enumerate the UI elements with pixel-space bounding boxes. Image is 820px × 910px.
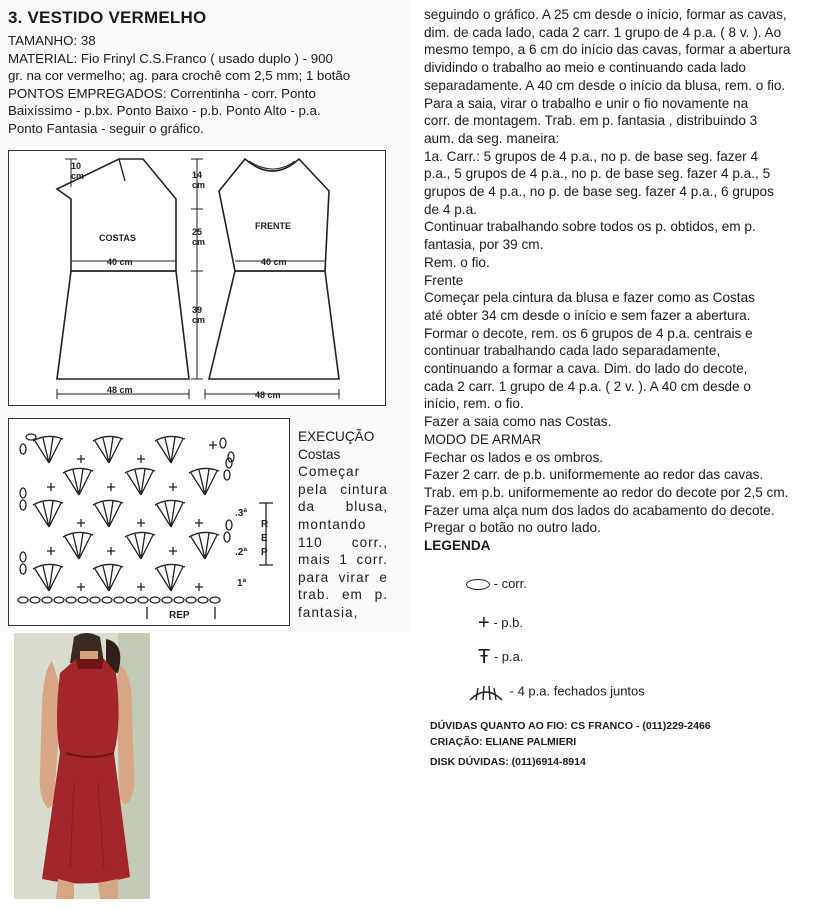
costas-label: COSTAS <box>99 233 136 243</box>
chart-row-3: .3ª <box>235 508 248 519</box>
front-skirt-outline <box>209 271 339 379</box>
text-line: separadamente. A 40 cm desde o início da blusa, rem. o fio. <box>424 77 786 93</box>
execucao-line: pela cintura <box>298 481 388 497</box>
stitches-line-2: Baixíssimo - p.bx. Ponto Baixo - p.b. Ponto Alto - p.a. <box>8 103 321 118</box>
fan-row-1 <box>33 564 185 591</box>
text-line: de 4 p.a. <box>424 201 477 217</box>
text-line: continuar trabalhando cada lado separadamente, <box>424 343 721 359</box>
footer-criacao: CRIAÇÃO: ELIANE PALMIERI <box>430 736 577 748</box>
right-text-column <box>424 6 812 555</box>
legend-heading: LEGENDA <box>424 538 491 554</box>
text-line: dim. de cada lado, cada 2 carr. 1 grupo de 4 p.a. ( 8 v. ). Ao <box>424 24 782 40</box>
measure-25: 25 <box>192 227 203 237</box>
text-line: Para a saia, virar o trabalho e unir o fio novamente na <box>424 95 749 111</box>
execucao-line: mais 1 corr. <box>298 552 388 568</box>
text-line: grupos de 4 p.a., no p. de base seg. fazer 4 p.a., 6 grupos <box>424 184 774 200</box>
text-line: Rem. o fio. <box>424 254 490 270</box>
material-line-1: MATERIAL: Fio Frinyl C.S.Franco ( usado duplo ) - 900 <box>8 50 333 66</box>
fan-row-5 <box>33 436 185 463</box>
fan-row-4 <box>63 468 219 495</box>
text-line: Começar pela cintura da blusa e fazer como as Costas <box>424 290 755 306</box>
legend-pb-label: - p.b. <box>493 614 523 630</box>
stitches-line-1: PONTOS EMPREGADOS: Correntinha - corr. Ponto <box>8 85 316 101</box>
execucao-column <box>298 428 388 622</box>
execucao-line: da blusa, <box>298 499 388 515</box>
frente-label: FRENTE <box>255 221 291 231</box>
text-line: aum. da seg. maneira: <box>424 130 560 146</box>
front-width-40: 40 cm <box>261 257 287 267</box>
material-line-2: gr. na cor vermelho; ag. para crochê com 2,5 mm; 1 botão <box>8 68 351 83</box>
stitch-chart <box>9 419 289 625</box>
back-skirt-outline <box>57 271 189 379</box>
pattern-title: 3. VESTIDO VERMELHO <box>8 8 207 27</box>
chain-icon <box>466 579 490 590</box>
cluster-icon <box>466 682 506 702</box>
schematic-box <box>8 150 386 406</box>
footer-disk-duvidas: DISK DÚVIDAS: (011)6914-8914 <box>430 756 586 768</box>
rep-bottom-label: REP <box>169 610 190 621</box>
text-line: início, rem. o fio. <box>424 396 524 412</box>
measure-39: 39 <box>192 305 203 315</box>
text-line: Pregar o botão no outro lado. <box>424 520 601 536</box>
legend-corr-label: - corr. <box>493 576 527 591</box>
front-width-48: 48 cm <box>255 390 281 400</box>
rep-letter-p: P <box>261 547 268 558</box>
text-line: Fechar os lados e os ombros. <box>424 449 604 465</box>
text-line: seguindo o gráfico. A 25 cm desde o início, formar as cavas, <box>424 7 787 22</box>
sc-crosses <box>47 441 217 591</box>
text-line: Continuar trabalhando sobre todos os p. obtidos, em p. <box>424 219 756 235</box>
text-line: mesmo tempo, a 6 cm do início das cavas, formar a abertura <box>424 42 791 58</box>
dress-photo <box>14 633 150 899</box>
execucao-heading: EXECUÇÃO <box>298 429 375 444</box>
rep-letter-e: E <box>261 533 268 544</box>
chart-row-1: 1ª <box>237 578 247 589</box>
measure-10-cm: cm <box>71 171 85 181</box>
fan-row-3 <box>33 500 185 527</box>
back-width-40: 40 cm <box>107 257 133 267</box>
chart-row-2: .2ª <box>235 547 248 558</box>
intro-block <box>8 32 388 137</box>
measure-39-cm: cm <box>192 315 206 325</box>
size-line: TAMANHO: 38 <box>8 33 96 48</box>
execucao-line: fantasia, <box>298 604 359 620</box>
foundation-chain <box>18 597 220 603</box>
text-line: Trab. em p.b. uniformemente ao redor do decote por 2,5 cm. <box>424 484 789 500</box>
execucao-line: 110 corr., <box>298 534 388 550</box>
text-line: cada 2 carr. 1 grupo de 4 p.a. ( 2 v. ). A 40 cm desde o <box>424 378 751 394</box>
execucao-line: para virar e <box>298 569 388 585</box>
measure-10: 10 <box>71 161 82 171</box>
dress-photo-drawing <box>14 633 150 899</box>
schematic-drawing <box>9 151 385 405</box>
legend-pb <box>478 612 523 635</box>
text-line: Formar o decote, rem. os 6 grupos de 4 p.a. centrais e <box>424 325 753 341</box>
text-line: dividindo o trabalho ao meio e continuando cada lado <box>424 60 746 76</box>
text-line: Fazer uma alça num dos lados do acabamento do decote. <box>424 502 775 518</box>
legend-group <box>466 682 645 702</box>
measure-25-cm: cm <box>192 237 206 247</box>
text-line: 1a. Carr.: 5 grupos de 4 p.a., no p. de base seg. fazer 4 <box>424 148 759 164</box>
plus-icon: + <box>478 612 490 634</box>
execucao-line: Começar <box>298 464 361 480</box>
text-line: fantasia, por 39 cm. <box>424 237 544 253</box>
legend-group-label: - 4 p.a. fechados juntos <box>509 683 645 699</box>
front-bodice-outline <box>219 159 329 271</box>
legend-pa-label: - p.a. <box>493 648 524 664</box>
frente-heading: Frente <box>424 272 464 288</box>
stitches-line-3: Ponto Fantasia - seguir o gráfico. <box>8 120 204 136</box>
text-line: continuando a formar a cava. Dim. do lado do decote, <box>424 361 748 377</box>
text-line: Fazer 2 carr. de p.b. uniformemente ao redor das cavas. <box>424 467 764 483</box>
back-width-48: 48 cm <box>107 385 133 395</box>
text-line: Fazer a saia como nas Costas. <box>424 414 612 430</box>
text-line: p.a., 5 grupos de 4 p.a., no p. de base seg. fazer 4 p.a., 5 <box>424 166 771 182</box>
stitch-chart-box <box>8 418 290 626</box>
execucao-sub-costas: Costas <box>298 446 341 462</box>
execucao-line: montando <box>298 516 367 532</box>
text-line: até obter 34 cm desde o início e sem fazer a abertura. <box>424 307 751 323</box>
execucao-line: trab. em p. <box>298 587 388 603</box>
rep-letter-r: R <box>261 519 269 530</box>
text-line: corr. de montagem. Trab. em p. fantasia , distribuindo 3 <box>424 113 758 129</box>
measure-14-cm: cm <box>192 180 206 190</box>
double-crochet-icon: Ŧ <box>478 646 491 668</box>
legend-corr <box>466 576 527 591</box>
fan-row-2 <box>63 532 219 559</box>
footer-duvidas-fio: DÚVIDAS QUANTO AO FIO: CS FRANCO - (011)229-2466 <box>430 720 711 732</box>
legend-pa <box>478 646 523 669</box>
measure-14: 14 <box>192 170 203 180</box>
modo-de-armar-heading: MODO DE ARMAR <box>424 431 542 447</box>
